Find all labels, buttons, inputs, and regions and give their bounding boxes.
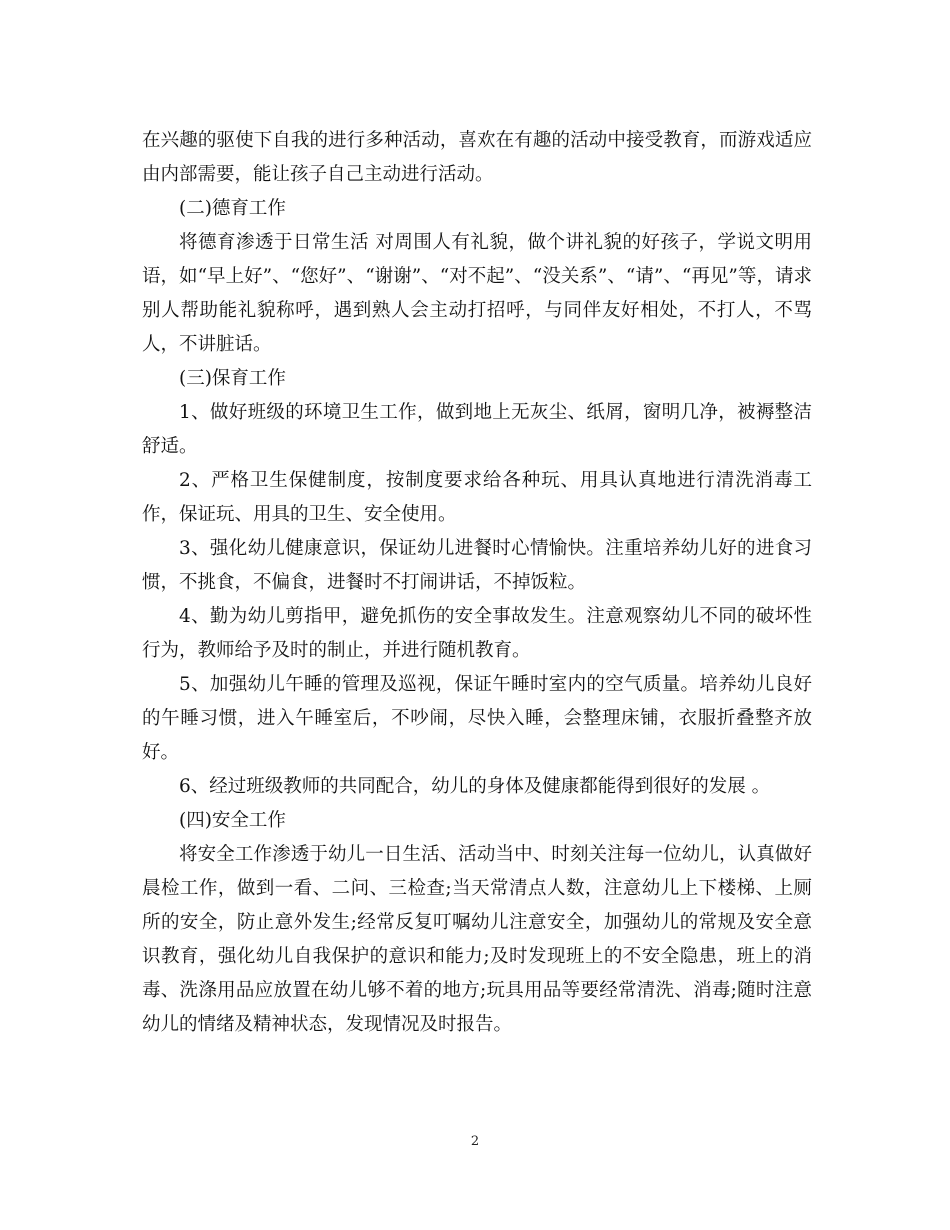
heading-care-work: (三)保育工作 <box>179 368 286 389</box>
paragraph-care-item-3: 3、强化幼儿健康意识，保证幼儿进餐时心情愉快。注重培养幼儿好的进食习惯，不挑食，不偏食，进餐时不打闹讲话，不掉饭粒。 <box>142 538 812 593</box>
heading-moral-education: (二)德育工作 <box>179 198 286 219</box>
paragraph-care-item-6: 6、经过班级教师的共同配合，幼儿的身体及健康都能得到很好的发展 。 <box>179 776 771 797</box>
paragraph-care-item-1: 1、做好班级的环境卫生工作，做到地上无灰尘、纸屑，窗明几净，被褥整洁舒适。 <box>142 402 812 457</box>
paragraph-continuation: 在兴趣的驱使下自我的进行多种活动，喜欢在有趣的活动中接受教育，而游戏适应由内部需要，能让孩子自己主动进行活动。 <box>142 130 812 185</box>
paragraph-moral-education: 将德育渗透于日常生活 对周围人有礼貌，做个讲礼貌的好孩子，学说文明用语，如“早上好”、“您好”、“谢谢”、“对不起”、“没关系”、“请”、“再见”等，请求别人帮助能礼貌称呼，遇到熟人会主动打招呼，与同伴友好相处，不打人，不骂人，不讲脏话。 <box>142 232 812 355</box>
paragraph-care-item-5: 5、加强幼儿午睡的管理及巡视，保证午睡时室内的空气质量。培养幼儿良好的午睡习惯，进入午睡室后，不吵闹，尽快入睡，会整理床铺，衣服折叠整齐放好。 <box>142 674 812 763</box>
paragraph-care-item-2: 2、严格卫生保健制度，按制度要求给各种玩、用具认真地进行清洗消毒工作，保证玩、用具的卫生、安全使用。 <box>142 470 812 525</box>
paragraph-safety-work: 将安全工作渗透于幼儿一日生活、活动当中、时刻关注每一位幼儿，认真做好晨检工作，做到一看、二问、三检查;当天常清点人数，注意幼儿上下楼梯、上厕所的安全，防止意外发生;经常反复叮嘱幼儿注意安全，加强幼儿的常规及安全意识教育，强化幼儿自我保护的意识和能力;及时发现班上的不安全隐患，班上的消毒、洗涤用品应放置在幼儿够不着的地方;玩具用品等要经常清洗、消毒;随时注意幼儿的情绪及精神状态，发现情况及时报告。 <box>142 844 812 1035</box>
document-body <box>142 124 812 1042</box>
page-number: 2 <box>470 1134 480 1149</box>
paragraph-care-item-4: 4、勤为幼儿剪指甲，避免抓伤的安全事故发生。注意观察幼儿不同的破坏性行为，教师给予及时的制止，并进行随机教育。 <box>142 606 812 661</box>
heading-safety-work: (四)安全工作 <box>179 810 286 831</box>
